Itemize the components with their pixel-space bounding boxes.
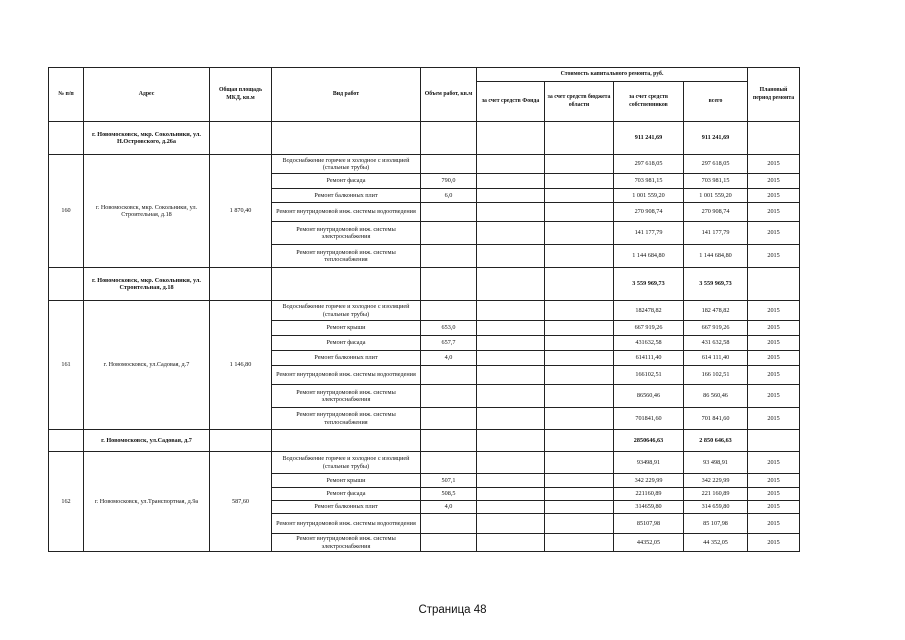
- cost-total: 270 908,74: [684, 203, 748, 222]
- work-volume: [421, 301, 477, 321]
- total-own: 911 241,69: [614, 122, 684, 155]
- cost-total: 1 144 684,80: [684, 245, 748, 268]
- cost-fund: [477, 514, 545, 534]
- cell-num: [49, 122, 84, 155]
- cost-fund: [477, 452, 545, 474]
- work-period: 2015: [748, 488, 800, 501]
- work-type: Ремонт внутридомовой инж. системы электроснабжения: [272, 222, 421, 245]
- work-type: Водоснабжение горячее и холодное с изоляцией (стальные трубы): [272, 155, 421, 174]
- cost-region: [545, 189, 614, 203]
- cell-region: [545, 122, 614, 155]
- cost-fund: [477, 408, 545, 430]
- cost-region: [545, 245, 614, 268]
- cost-fund: [477, 534, 545, 552]
- cost-own: 314659,80: [614, 501, 684, 514]
- cost-own: 297 618,05: [614, 155, 684, 174]
- cost-region: [545, 203, 614, 222]
- header-region: за счет средств бюджета области: [545, 82, 614, 122]
- cell-work: [272, 268, 421, 301]
- cost-total: 182 478,82: [684, 301, 748, 321]
- header-work-type: Вид работ: [272, 68, 421, 122]
- cost-fund: [477, 155, 545, 174]
- work-period: 2015: [748, 474, 800, 488]
- cost-total: 614 111,40: [684, 351, 748, 366]
- cost-region: [545, 501, 614, 514]
- work-volume: [421, 245, 477, 268]
- cell-period: [748, 268, 800, 301]
- cost-fund: [477, 321, 545, 336]
- cost-region: [545, 174, 614, 189]
- total-address: г. Новомосковск, мкр. Сокольники, ул. Н.Островского, д.26а: [84, 122, 210, 155]
- work-period: 2015: [748, 514, 800, 534]
- work-type: Ремонт внутридомовой инж. системы теплоснабжения: [272, 408, 421, 430]
- cost-own: 667 919,26: [614, 321, 684, 336]
- cost-total: 314 659,80: [684, 501, 748, 514]
- total-own: 3 559 969,73: [614, 268, 684, 301]
- cost-total: 85 107,98: [684, 514, 748, 534]
- total-sum: 911 241,69: [684, 122, 748, 155]
- row-area: 1 870,40: [210, 155, 272, 268]
- header-period: Плановый период ремонта: [748, 68, 800, 122]
- work-type: Ремонт внутридомовой инж. системы электроснабжения: [272, 385, 421, 408]
- work-period: 2015: [748, 336, 800, 351]
- cell-area: [210, 122, 272, 155]
- capital-repair-table: [48, 67, 800, 552]
- house-total-row: [49, 268, 800, 301]
- cell-volume: [421, 430, 477, 452]
- work-volume: 653,0: [421, 321, 477, 336]
- total-own: 2850646,63: [614, 430, 684, 452]
- cost-region: [545, 534, 614, 552]
- cell-period: [748, 430, 800, 452]
- cost-own: 701841,60: [614, 408, 684, 430]
- cost-own: 703 981,15: [614, 174, 684, 189]
- cost-total: 342 229,99: [684, 474, 748, 488]
- page-number: Страница 48: [418, 604, 487, 616]
- cost-total: 93 498,91: [684, 452, 748, 474]
- row-number: 160: [49, 155, 84, 268]
- cost-total: 431 632,58: [684, 336, 748, 351]
- header-num: № п/п: [49, 68, 84, 122]
- row-number: 161: [49, 301, 84, 430]
- cost-own: 182478,82: [614, 301, 684, 321]
- cost-own: 85107,98: [614, 514, 684, 534]
- cost-fund: [477, 174, 545, 189]
- cost-total: 703 981,15: [684, 174, 748, 189]
- work-volume: 507,1: [421, 474, 477, 488]
- header-own: за счет средств собственников: [614, 82, 684, 122]
- cost-fund: [477, 222, 545, 245]
- header-address: Адрес: [84, 68, 210, 122]
- header-volume: Объем работ, кв.м: [421, 68, 477, 122]
- work-volume: 4,0: [421, 351, 477, 366]
- cost-total: 44 352,05: [684, 534, 748, 552]
- row-area: 1 146,80: [210, 301, 272, 430]
- work-volume: 4,0: [421, 501, 477, 514]
- cost-fund: [477, 366, 545, 385]
- total-sum: 2 850 646,63: [684, 430, 748, 452]
- work-period: 2015: [748, 203, 800, 222]
- total-address: г. Новомосковск, мкр. Сокольники, ул. Строительная, д.18: [84, 268, 210, 301]
- cell-work: [272, 430, 421, 452]
- row-area: 587,60: [210, 452, 272, 552]
- work-period: 2015: [748, 366, 800, 385]
- house-total-row: [49, 430, 800, 452]
- cost-region: [545, 351, 614, 366]
- cell-volume: [421, 268, 477, 301]
- cost-region: [545, 452, 614, 474]
- cost-fund: [477, 336, 545, 351]
- cost-own: 93498,91: [614, 452, 684, 474]
- cell-num: [49, 430, 84, 452]
- cost-region: [545, 336, 614, 351]
- work-period: 2015: [748, 245, 800, 268]
- work-volume: [421, 534, 477, 552]
- row-address: г. Новомосковск, ул.Транспортная, д.9а: [84, 452, 210, 552]
- work-type: Ремонт внутридомовой инж. системы теплоснабжения: [272, 245, 421, 268]
- cost-own: 86560,46: [614, 385, 684, 408]
- table-row: [49, 301, 800, 321]
- work-type: Водоснабжение горячее и холодное с изоляцией (стальные трубы): [272, 301, 421, 321]
- cell-fund: [477, 268, 545, 301]
- cost-region: [545, 474, 614, 488]
- cell-region: [545, 268, 614, 301]
- work-volume: 508,5: [421, 488, 477, 501]
- cost-own: 270 908,74: [614, 203, 684, 222]
- work-volume: [421, 222, 477, 245]
- work-type: Ремонт внутридомовой инж. системы водоотведения: [272, 203, 421, 222]
- work-volume: [421, 385, 477, 408]
- cell-work: [272, 122, 421, 155]
- cost-fund: [477, 488, 545, 501]
- table-row: [49, 155, 800, 174]
- work-volume: [421, 452, 477, 474]
- work-period: 2015: [748, 452, 800, 474]
- cost-fund: [477, 189, 545, 203]
- cost-fund: [477, 301, 545, 321]
- header-area: Общая площадь МКД, кв.м: [210, 68, 272, 122]
- cost-region: [545, 514, 614, 534]
- cost-region: [545, 366, 614, 385]
- work-type: Ремонт крыши: [272, 321, 421, 336]
- cost-total: 221 160,89: [684, 488, 748, 501]
- table-body: [49, 122, 800, 552]
- work-type: Водоснабжение горячее и холодное с изоляцией (стальные трубы): [272, 452, 421, 474]
- work-period: 2015: [748, 351, 800, 366]
- header-total: всего: [684, 82, 748, 122]
- cost-own: 342 229,99: [614, 474, 684, 488]
- cell-num: [49, 268, 84, 301]
- cost-region: [545, 408, 614, 430]
- work-volume: [421, 514, 477, 534]
- cost-total: 141 177,79: [684, 222, 748, 245]
- row-number: 162: [49, 452, 84, 552]
- table-row: [49, 452, 800, 474]
- cost-total: 297 618,05: [684, 155, 748, 174]
- work-period: 2015: [748, 385, 800, 408]
- cost-region: [545, 222, 614, 245]
- work-period: 2015: [748, 222, 800, 245]
- cell-region: [545, 430, 614, 452]
- cost-region: [545, 385, 614, 408]
- header-cost-group: Стоимость капитального ремонта, руб.: [477, 68, 748, 82]
- work-volume: [421, 203, 477, 222]
- cost-fund: [477, 203, 545, 222]
- work-type: Ремонт внутридомовой инж. системы электроснабжения: [272, 534, 421, 552]
- work-type: Ремонт фасада: [272, 336, 421, 351]
- cell-fund: [477, 430, 545, 452]
- work-period: 2015: [748, 321, 800, 336]
- cell-period: [748, 122, 800, 155]
- cost-own: 431632,58: [614, 336, 684, 351]
- work-type: Ремонт внутридомовой инж. системы водоотведения: [272, 514, 421, 534]
- cost-total: 667 919,26: [684, 321, 748, 336]
- header-fund: за счет средств Фонда: [477, 82, 545, 122]
- row-address: г. Новомосковск, мкр. Сокольники, ул. Строительная, д.18: [84, 155, 210, 268]
- cell-fund: [477, 122, 545, 155]
- work-volume: [421, 155, 477, 174]
- work-volume: 6,0: [421, 189, 477, 203]
- total-sum: 3 559 969,73: [684, 268, 748, 301]
- cost-region: [545, 155, 614, 174]
- work-period: 2015: [748, 301, 800, 321]
- cost-own: 221160,89: [614, 488, 684, 501]
- cost-own: 44352,05: [614, 534, 684, 552]
- work-type: Ремонт внутридомовой инж. системы водоотведения: [272, 366, 421, 385]
- cell-volume: [421, 122, 477, 155]
- work-volume: 657,7: [421, 336, 477, 351]
- work-period: 2015: [748, 155, 800, 174]
- work-period: 2015: [748, 534, 800, 552]
- work-type: Ремонт крыши: [272, 474, 421, 488]
- work-volume: 790,0: [421, 174, 477, 189]
- cost-fund: [477, 245, 545, 268]
- work-period: 2015: [748, 501, 800, 514]
- work-type: Ремонт фасада: [272, 174, 421, 189]
- cost-region: [545, 321, 614, 336]
- work-period: 2015: [748, 189, 800, 203]
- cost-region: [545, 488, 614, 501]
- cost-own: 166102,51: [614, 366, 684, 385]
- work-type: Ремонт балконных плит: [272, 351, 421, 366]
- cost-fund: [477, 501, 545, 514]
- row-address: г. Новомосковск, ул.Садовая, д.7: [84, 301, 210, 430]
- cost-total: 1 001 559,20: [684, 189, 748, 203]
- work-period: 2015: [748, 174, 800, 189]
- house-total-row: [49, 122, 800, 155]
- cost-own: 141 177,79: [614, 222, 684, 245]
- work-type: Ремонт балконных плит: [272, 501, 421, 514]
- work-volume: [421, 366, 477, 385]
- cost-region: [545, 301, 614, 321]
- cost-fund: [477, 474, 545, 488]
- cost-fund: [477, 351, 545, 366]
- cell-area: [210, 268, 272, 301]
- work-period: 2015: [748, 408, 800, 430]
- cost-fund: [477, 385, 545, 408]
- cost-own: 614111,40: [614, 351, 684, 366]
- cost-total: 86 560,46: [684, 385, 748, 408]
- work-volume: [421, 408, 477, 430]
- cost-own: 1 144 684,80: [614, 245, 684, 268]
- cell-area: [210, 430, 272, 452]
- cost-own: 1 001 559,20: [614, 189, 684, 203]
- work-type: Ремонт фасада: [272, 488, 421, 501]
- cost-total: 701 841,60: [684, 408, 748, 430]
- cost-total: 166 102,51: [684, 366, 748, 385]
- work-type: Ремонт балконных плит: [272, 189, 421, 203]
- total-address: г. Новомосковск, ул.Садовая, д.7: [84, 430, 210, 452]
